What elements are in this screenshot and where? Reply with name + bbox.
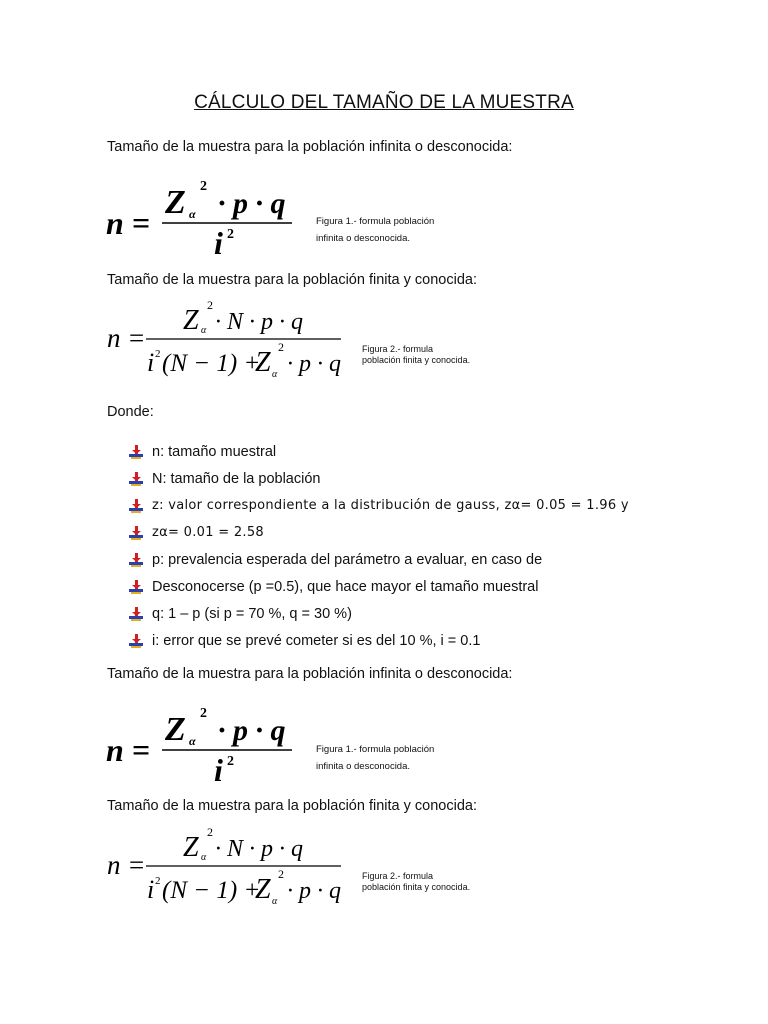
formula-den: i [214, 225, 223, 260]
bullet-arrow-icon [128, 552, 144, 568]
section-heading-finite-repeat: Tamaño de la muestra para la población finita y conocida: [107, 798, 477, 814]
formula-den-i: i [147, 348, 155, 377]
formula-z: Z [165, 711, 186, 748]
formula-den-i: i [147, 875, 155, 904]
list-item-text: z: valor correspondiente a la distribución de gauss, zα= 0.05 = 1.96 y [152, 498, 629, 513]
list-item-text: Desconocerse (p =0.5), que hace mayor el tamaño muestral [152, 578, 539, 595]
definitions-list [128, 438, 629, 654]
list-item [128, 627, 629, 654]
bullet-arrow-icon [128, 579, 144, 595]
bullet-arrow-icon [128, 471, 144, 487]
formula-den-i-exp: 2 [155, 875, 161, 887]
formula-exp: 2 [207, 298, 213, 312]
formula-infinite [100, 168, 310, 260]
section-heading-infinite: Tamaño de la muestra para la población infinita o desconocida: [107, 139, 513, 155]
formula-den-alpha: α [272, 896, 278, 907]
formula-lhs: n = [107, 850, 146, 880]
formula-den-mid: (N − 1) + [162, 877, 261, 904]
formula-rest: · p · q [218, 187, 286, 220]
list-item-text: n: tamaño muestral [152, 443, 277, 460]
formula-num-rest: · N · p · q [215, 309, 304, 335]
caption-line: Figura 2.- formula [362, 871, 434, 881]
formula-den-z: Z [255, 347, 271, 378]
list-item [128, 519, 629, 546]
list-item [128, 465, 629, 492]
caption-line: Figura 1.- formula población [316, 744, 435, 755]
formula-exp: 2 [200, 706, 207, 721]
caption-line: población finita y conocida. [362, 355, 471, 365]
section-heading-finite: Tamaño de la muestra para la población finita y conocida: [107, 272, 477, 288]
formula-den-exp: 2 [227, 227, 234, 242]
bullet-arrow-icon [128, 525, 144, 541]
bullet-arrow-icon [128, 444, 144, 460]
formula-den-exp: 2 [278, 340, 284, 354]
formula-den-z: Z [255, 874, 271, 905]
formula-z: Z [165, 184, 186, 221]
bullet-arrow-icon [128, 498, 144, 514]
formula-alpha: α [189, 734, 196, 748]
formula-num-rest: · N · p · q [215, 836, 304, 862]
formula-den-i-exp: 2 [155, 348, 161, 360]
formula-den-rest: · p · q [287, 351, 341, 377]
formula-den-exp: 2 [278, 867, 284, 881]
caption-line: infinita o desconocida. [316, 233, 411, 244]
page-title: CÁLCULO DEL TAMAÑO DE LA MUESTRA [194, 92, 574, 113]
list-item [128, 600, 629, 627]
formula-rest: · p · q [218, 714, 286, 747]
formula-lhs: n = [106, 732, 151, 768]
formula-den-mid: (N − 1) + [162, 350, 261, 377]
formula-alpha: α [201, 325, 207, 336]
list-item-text: N: tamaño de la población [152, 470, 321, 487]
list-item-text: p: prevalencia esperada del parámetro a evaluar, en caso de [152, 551, 543, 568]
bullet-arrow-icon [128, 606, 144, 622]
formula-z: Z [183, 305, 199, 336]
list-item-text: i: error que se prevé cometer si es del 10 %, i = 0.1 [152, 632, 481, 649]
formula-z: Z [183, 832, 199, 863]
figure-caption-4 [362, 871, 470, 893]
formula-exp: 2 [207, 825, 213, 839]
formula-lhs: n = [106, 205, 151, 241]
figure-caption-2 [362, 344, 470, 366]
list-item-text: q: 1 – p (si p = 70 %, q = 30 %) [152, 605, 352, 622]
formula-finite [103, 295, 348, 381]
caption-line: Figura 1.- formula población [316, 216, 435, 227]
list-item [128, 438, 629, 465]
section-heading-infinite-repeat: Tamaño de la muestra para la población infinita o desconocida: [107, 666, 513, 682]
list-item [128, 492, 629, 519]
list-item [128, 573, 629, 600]
formula-infinite-repeat [100, 695, 310, 787]
formula-alpha: α [201, 852, 207, 863]
formula-lhs: n = [107, 323, 146, 353]
formula-den: i [214, 752, 223, 787]
list-item [128, 546, 629, 573]
formula-exp: 2 [200, 179, 207, 194]
list-item-text: zα= 0.01 = 2.58 [152, 525, 264, 540]
formula-den-alpha: α [272, 369, 278, 380]
formula-den-exp: 2 [227, 754, 234, 769]
formula-alpha: α [189, 207, 196, 221]
caption-line: infinita o desconocida. [316, 761, 411, 772]
donde-label: Donde: [107, 404, 154, 420]
bullet-arrow-icon [128, 633, 144, 649]
formula-den-rest: · p · q [287, 878, 341, 904]
figure-caption-1 [316, 213, 434, 247]
formula-finite-repeat [103, 822, 348, 908]
caption-line: Figura 2.- formula [362, 344, 434, 354]
caption-line: población finita y conocida. [362, 882, 471, 892]
figure-caption-3 [316, 741, 434, 775]
